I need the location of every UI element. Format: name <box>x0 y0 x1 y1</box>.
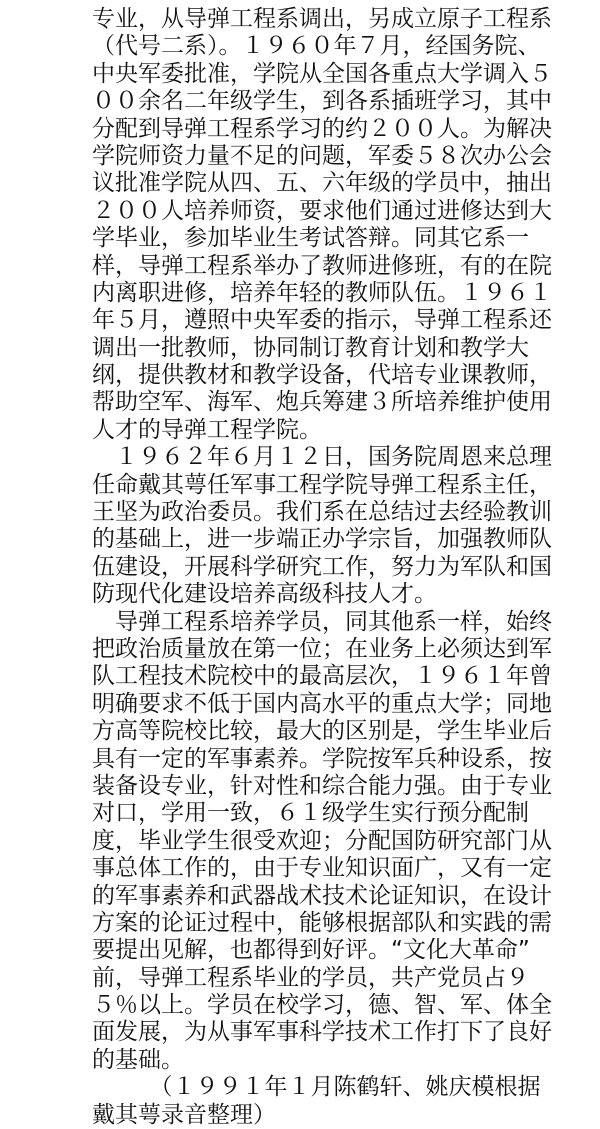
text-line: 戴其萼录音整理） <box>92 1101 276 1128</box>
text-line: ５％以上。学员在校学习，德、智、军、体全 <box>92 992 552 1019</box>
text-line: 纲，提供教材和教学设备，代培专业课教师， <box>92 362 552 389</box>
text-line: ２００人培养师资，要求他们通过进修达到大 <box>92 197 552 224</box>
text-line: 方案的论证过程中，能够根据部队和实践的需 <box>92 909 552 936</box>
text-line: 对口，学用一致，６１级学生实行预分配制 <box>92 800 529 827</box>
text-line: 年５月，遵照中央军委的指示，导弹工程系还 <box>92 307 552 334</box>
text-line: 任命戴其萼任军事工程学院导弹工程系主任， <box>92 471 552 498</box>
text-line: 度，毕业学生很受欢迎；分配国防研究部门从 <box>92 827 552 854</box>
text-line: 事总体工作的，由于专业知识面广，又有一定 <box>92 855 552 882</box>
text-line: 把政治质量放在第一位；在业务上必须达到军 <box>92 635 552 662</box>
text-line: 伍建设，开展科学研究工作，努力为军队和国 <box>92 553 552 580</box>
text-line: 的基础上，进一步端正办学宗旨，加强教师队 <box>92 526 552 553</box>
text-line: 前，导弹工程系毕业的学员，共产党员占９ <box>92 964 529 991</box>
text-line: 专业，从导弹工程系调出，另成立原子工程系 <box>92 6 552 32</box>
text-line: 明确要求不低于国内高水平的重点大学；同地 <box>92 690 552 717</box>
text-line: 装备设专业，针对性和综合能力强。由于专业 <box>92 772 552 799</box>
text-line: 方高等院校比较，最大的区别是，学生毕业后 <box>92 718 552 745</box>
text-line: 具有一定的军事素养。学院按军兵种设系，按 <box>92 745 552 772</box>
text-line: 学院师资力量不足的问题，军委５８次办公会 <box>92 142 552 169</box>
text-line: 分配到导弹工程系学习的约２００人。为解决 <box>92 115 552 142</box>
text-line: 要提出见解，也都得到好评。“文化大革命” <box>92 937 530 964</box>
text-line: ００余名二年级学生，到各系插班学习，其中 <box>92 88 552 115</box>
text-line: 面发展，为从事军事科学技术工作打下了良好 <box>92 1019 552 1046</box>
text-line: （１９９１年１月陈鹤轩、姚庆模根据 <box>92 1074 541 1101</box>
text-line: 调出一批教师，协同制订教育计划和教学大 <box>92 334 529 361</box>
text-line: 样，导弹工程系举办了教师进修班，有的在院 <box>92 252 552 279</box>
text-line: （代号二系）。１９６０年７月，经国务院、 <box>92 33 541 60</box>
text-line: 人才的导弹工程学院。 <box>92 416 322 443</box>
text-line: 中央军委批准，学院从全国各重点大学调入５ <box>92 60 552 87</box>
text-line: 防现代化建设培养高级科技人才。 <box>92 581 437 608</box>
text-line: １９６２年６月１２日，国务院周恩来总理 <box>92 444 552 471</box>
text-line: 的基础。 <box>92 1046 184 1073</box>
text-line: 王坚为政治委员。我们系在总结过去经验教训 <box>92 499 552 526</box>
body-text <box>0 6 600 1129</box>
text-line: 帮助空军、海军、炮兵筹建３所培养维护使用 <box>92 389 552 416</box>
text-line: 的军事素养和武器战术技术论证知识，在设计 <box>92 882 552 909</box>
text-line: 学毕业，参加毕业生考试答辩。同其它系一 <box>92 225 529 252</box>
text-line: 导弹工程系培养学员，同其他系一样，始终 <box>92 608 552 635</box>
text-line: 队工程技术院校中的最高层次，１９６１年曾 <box>92 663 552 690</box>
text-line: 内离职进修，培养年轻的教师队伍。１９６１ <box>92 279 552 306</box>
text-line: 议批准学院从四、五、六年级的学员中，抽出 <box>92 170 552 197</box>
